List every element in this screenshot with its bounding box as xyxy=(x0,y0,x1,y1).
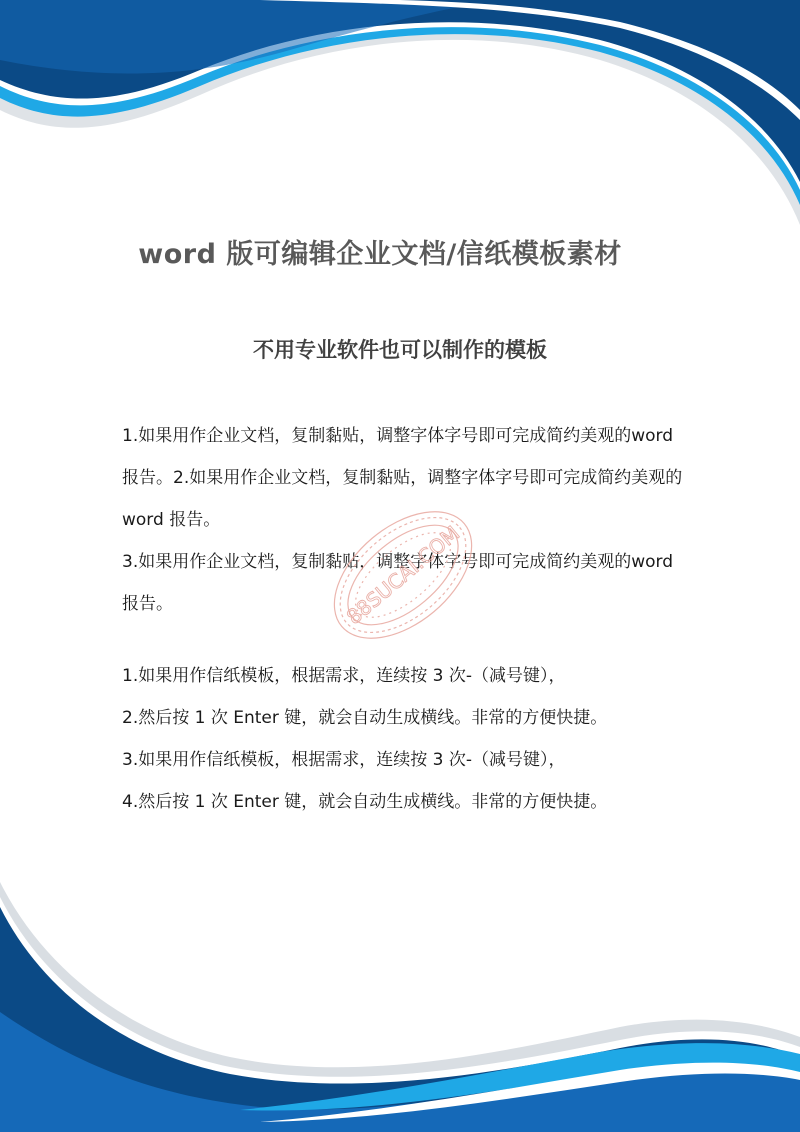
paragraph-letter-4: 4.然后按 1 次 Enter 键，就会自动生成横线。非常的方便快捷。 xyxy=(122,792,608,812)
paragraph-gap xyxy=(122,625,692,655)
watermark-text: 88SUCAI.COM xyxy=(341,520,465,630)
top-wave-decoration xyxy=(0,0,800,230)
paragraph-doc-2: 3.如果用作企业文档，复制黏贴，调整字体字号即可完成简约美观的word 报告。 xyxy=(122,552,674,614)
paragraph-doc-1: 1.如果用作企业文档，复制黏贴，调整字体字号即可完成简约美观的word 报告。2.如果用作企业文档，复制黏贴，调整字体字号即可完成简约美观的 word 报告。 xyxy=(122,426,683,530)
paragraph-letter-3: 3.如果用作信纸模板，根据需求，连续按 3 次-（减号键）， xyxy=(122,750,566,770)
bottom-wave-decoration xyxy=(0,852,800,1132)
paragraph-letter-1: 1.如果用作信纸模板，根据需求，连续按 3 次-（减号键）， xyxy=(122,666,566,686)
document-subtitle: 不用专业软件也可以制作的模板 xyxy=(253,338,547,362)
document-body xyxy=(122,415,692,823)
paragraph-letter-2: 2.然后按 1 次 Enter 键，就会自动生成横线。非常的方便快捷。 xyxy=(122,708,608,728)
document-title: word 版可编辑企业文档/信纸模板素材 xyxy=(138,239,622,270)
